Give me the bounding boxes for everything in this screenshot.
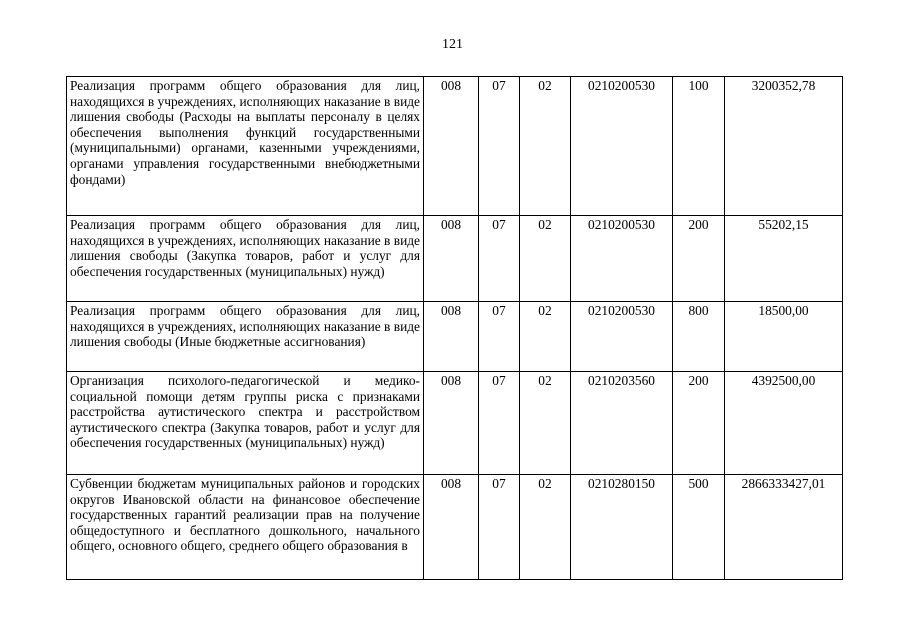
table-row xyxy=(67,475,843,580)
target-article-code: 0210280150 xyxy=(571,475,673,580)
page-number: 121 xyxy=(442,37,463,52)
section-code: 07 xyxy=(479,216,520,302)
row-description: Организация психолого-педагогической и медико-социальной помощи детям группы риска с признаками расстройства аутистического спектра и расстройством аутистического спектра (Закупка товаров, работ и услуг для обеспечения государственных (муниципальных) нужд) xyxy=(67,372,424,475)
subsection-code: 02 xyxy=(520,216,571,302)
ministry-code: 008 xyxy=(424,475,479,580)
table-row xyxy=(67,77,843,216)
ministry-code: 008 xyxy=(424,372,479,475)
amount: 55202,15 xyxy=(725,216,843,302)
ministry-code: 008 xyxy=(424,216,479,302)
section-code: 07 xyxy=(479,475,520,580)
row-description: Субвенции бюджетам муниципальных районов и городских округов Ивановской области на финансовое обеспечение государственных гарантий реализации прав на получение общедоступного и бесплатного дошкольного, начального общего, основного общего, среднего общего образования в xyxy=(67,475,424,580)
expense-type-code: 200 xyxy=(673,372,725,475)
row-description: Реализация программ общего образования для лиц, находящихся в учреждениях, исполняющих наказание в виде лишения свободы (Иные бюджетные ассигнования) xyxy=(67,302,424,372)
target-article-code: 0210203560 xyxy=(571,372,673,475)
ministry-code: 008 xyxy=(424,302,479,372)
amount: 3200352,78 xyxy=(725,77,843,216)
row-description: Реализация программ общего образования для лиц, находящихся в учреждениях, исполняющих наказание в виде лишения свободы (Закупка товаров, работ и услуг для обеспечения государственных (муниципальных) нужд) xyxy=(67,216,424,302)
amount: 18500,00 xyxy=(725,302,843,372)
section-code: 07 xyxy=(479,372,520,475)
subsection-code: 02 xyxy=(520,475,571,580)
ministry-code: 008 xyxy=(424,77,479,216)
section-code: 07 xyxy=(479,77,520,216)
amount: 4392500,00 xyxy=(725,372,843,475)
subsection-code: 02 xyxy=(520,372,571,475)
target-article-code: 0210200530 xyxy=(571,302,673,372)
subsection-code: 02 xyxy=(520,302,571,372)
expense-type-code: 500 xyxy=(673,475,725,580)
subsection-code: 02 xyxy=(520,77,571,216)
expense-type-code: 200 xyxy=(673,216,725,302)
table-row xyxy=(67,216,843,302)
amount: 2866333427,01 xyxy=(725,475,843,580)
table-row xyxy=(67,302,843,372)
table-row xyxy=(67,372,843,475)
expense-type-code: 800 xyxy=(673,302,725,372)
section-code: 07 xyxy=(479,302,520,372)
target-article-code: 0210200530 xyxy=(571,216,673,302)
budget-table xyxy=(66,76,843,580)
target-article-code: 0210200530 xyxy=(571,77,673,216)
row-description: Реализация программ общего образования для лиц, находящихся в учреждениях, исполняющих наказание в виде лишения свободы (Расходы на выплаты персоналу в целях обеспечения выполнения функций государственными (муниципальными) органами, казенными учреждениями, органами управления государственными внебюджетными фондами) xyxy=(67,77,424,216)
expense-type-code: 100 xyxy=(673,77,725,216)
